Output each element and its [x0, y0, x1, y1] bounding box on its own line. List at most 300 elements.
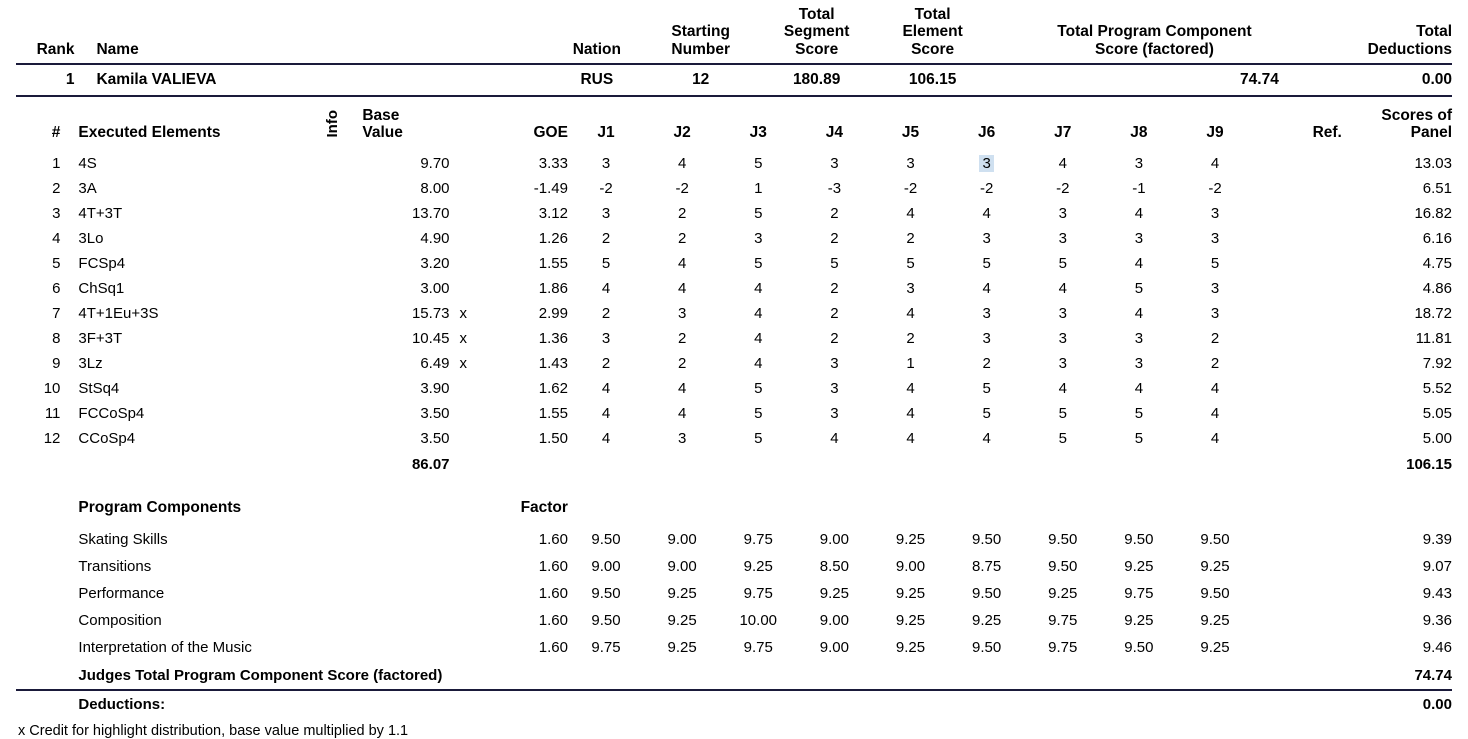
- element-judge-score: 3: [1210, 204, 1220, 222]
- element-ref: [1253, 276, 1342, 301]
- element-judge-score: -2: [599, 179, 613, 197]
- component-name: Performance: [78, 584, 165, 602]
- element-name: 3Lz: [78, 354, 103, 372]
- element-judge-score: 3: [982, 329, 991, 347]
- element-info: [310, 351, 354, 376]
- element-judge-score: 5: [754, 379, 763, 397]
- element-judge-score: 3: [1058, 204, 1067, 222]
- element-goe: 2.99: [538, 304, 568, 322]
- program-component-row: [16, 607, 1452, 634]
- element-goe: 1.86: [538, 279, 568, 297]
- element-goe: 1.43: [538, 354, 568, 372]
- element-judge-score: 3: [906, 279, 915, 297]
- element-judge-score: 4: [1210, 404, 1220, 422]
- element-number: 9: [52, 354, 61, 372]
- component-judge-score: 9.00: [819, 530, 849, 548]
- footnote-x-credit: x Credit for highlight distribution, base value multiplied by 1.1: [18, 722, 409, 739]
- element-judge-score: 3: [677, 429, 687, 447]
- element-info: [310, 376, 354, 401]
- element-x-credit: [450, 226, 477, 251]
- component-judge-score: 8.75: [972, 557, 1002, 575]
- header-base-value: Base Value: [362, 107, 403, 142]
- header-rank: Rank: [36, 40, 75, 58]
- header-judge-j3: J3: [749, 124, 767, 142]
- header-judge-j1: J1: [597, 124, 615, 142]
- component-spacer4: [450, 553, 477, 580]
- element-judge-score: 2: [830, 329, 839, 347]
- element-judge-score: 4: [1210, 429, 1220, 447]
- component-factor: 1.60: [538, 584, 568, 602]
- header-judge-j5: J5: [901, 124, 920, 142]
- element-judge-score: 5: [601, 254, 611, 272]
- component-name: Composition: [78, 611, 162, 629]
- program-component-row: [16, 553, 1452, 580]
- element-info: [310, 326, 354, 351]
- header-judge-j9: J9: [1206, 124, 1224, 142]
- element-judge-score: 4: [982, 204, 991, 222]
- element-number: 4: [52, 229, 61, 247]
- element-number: 7: [52, 304, 61, 322]
- element-judge-score: 4: [754, 329, 763, 347]
- element-judge-score: 5: [1058, 254, 1067, 272]
- element-info: [310, 226, 354, 251]
- base-value-total: 86.07: [411, 455, 450, 473]
- element-judge-score: 4: [906, 404, 915, 422]
- header-starting-number: Starting Number: [671, 23, 730, 58]
- element-judge-score: 3: [1134, 229, 1144, 247]
- element-judge-score: 4: [906, 429, 915, 447]
- element-judge-score: 4: [677, 404, 687, 422]
- component-judge-score: 9.75: [743, 638, 773, 656]
- element-x-credit: [450, 426, 477, 451]
- element-judge-score: 3: [754, 229, 763, 247]
- element-score-of-panel: 4.75: [1422, 254, 1452, 272]
- element-judge-score: 2: [1210, 354, 1220, 372]
- element-judge-score: 4: [1210, 379, 1220, 397]
- component-judge-score: 9.75: [743, 530, 773, 548]
- element-name: FCSp4: [78, 254, 126, 272]
- element-judge-score: 3: [830, 379, 839, 397]
- element-judge-score: 5: [1058, 404, 1067, 422]
- element-judge-score: -2: [1056, 179, 1070, 197]
- element-judge-score: 4: [754, 304, 763, 322]
- factor-label: Factor: [520, 498, 568, 516]
- element-judge-score: 3: [1058, 304, 1067, 322]
- component-judge-score: 9.50: [1048, 557, 1078, 575]
- element-x-credit: [450, 376, 477, 401]
- component-judge-score: 9.25: [667, 638, 697, 656]
- program-component-row: [16, 580, 1452, 607]
- element-ref: [1253, 226, 1342, 251]
- header-judge-j8: J8: [1130, 124, 1148, 142]
- component-factor: 1.60: [538, 611, 568, 629]
- element-judge-score: 3: [830, 404, 839, 422]
- element-info: [310, 176, 354, 201]
- element-judge-score: 1: [906, 354, 915, 372]
- element-score-of-panel: 6.51: [1422, 179, 1452, 197]
- pcs-total-value: 74.74: [1414, 666, 1452, 684]
- component-factor: 1.60: [538, 638, 568, 656]
- element-judge-score: 4: [982, 279, 991, 297]
- header-total-segment-score: Total Segment Score: [783, 6, 850, 58]
- element-row: [16, 201, 1452, 226]
- element-base-value: 4.90: [420, 229, 450, 247]
- element-name: 4T+1Eu+3S: [78, 304, 159, 322]
- element-judge-score: 5: [754, 404, 763, 422]
- component-spacer: [16, 553, 60, 580]
- header-ref: Ref.: [1312, 124, 1342, 142]
- element-ref: [1253, 426, 1342, 451]
- component-score-of-panel: 9.43: [1422, 584, 1452, 602]
- element-judge-score: 2: [677, 354, 687, 372]
- element-judge-score: 4: [601, 404, 611, 422]
- element-base-value: 6.49: [420, 354, 450, 372]
- component-judge-score: 9.50: [972, 530, 1002, 548]
- element-x-credit: x: [459, 329, 467, 347]
- element-x-credit: [450, 201, 477, 226]
- skater-total-element-score: 106.15: [877, 64, 988, 96]
- element-base-value: 3.50: [420, 404, 450, 422]
- element-judge-score: 5: [906, 254, 915, 272]
- element-judge-score: 4: [1210, 154, 1220, 172]
- element-ref: [1253, 176, 1342, 201]
- element-judge-score: 4: [1134, 204, 1144, 222]
- component-judge-score: 9.25: [1200, 557, 1230, 575]
- element-number: 8: [52, 329, 61, 347]
- header-name: Name: [96, 40, 139, 58]
- component-judge-score: 9.50: [1200, 584, 1230, 602]
- program-component-row: [16, 526, 1452, 553]
- element-judge-score: 3: [1058, 229, 1067, 247]
- component-judge-score: 9.25: [1124, 557, 1154, 575]
- component-spacer2: [310, 607, 354, 634]
- element-judge-score: 2: [982, 354, 991, 372]
- component-factor: 1.60: [538, 530, 568, 548]
- element-judge-score: 3: [1058, 329, 1067, 347]
- component-judge-score: 9.75: [591, 638, 621, 656]
- component-spacer: [16, 526, 60, 553]
- element-row: [16, 426, 1452, 451]
- skater-summary-table: [16, 6, 1452, 97]
- component-judge-score: 9.25: [667, 584, 697, 602]
- element-judge-score: 5: [982, 254, 991, 272]
- component-factor: 1.60: [538, 557, 568, 575]
- component-score-of-panel: 9.46: [1422, 638, 1452, 656]
- element-judge-score: 3: [1134, 154, 1144, 172]
- component-judge-score: 9.50: [972, 584, 1002, 602]
- element-number: 3: [52, 204, 61, 222]
- element-judge-score: 5: [1134, 429, 1144, 447]
- summary-header-row: [16, 6, 1452, 64]
- element-judge-score: 4: [677, 379, 687, 397]
- element-judge-score: 3: [906, 154, 915, 172]
- element-judge-score: 2: [601, 354, 611, 372]
- element-judge-score: 5: [1210, 254, 1220, 272]
- element-goe: 3.33: [538, 154, 568, 172]
- component-spacer3: [354, 526, 449, 553]
- element-row: [16, 376, 1452, 401]
- component-spacer: [16, 607, 60, 634]
- component-judge-score: 9.25: [895, 530, 926, 548]
- component-judge-score: 9.50: [1124, 638, 1154, 656]
- header-judge-j7: J7: [1054, 124, 1072, 142]
- element-judge-score: -2: [1208, 179, 1222, 197]
- element-judge-score: 3: [1210, 229, 1220, 247]
- element-judge-score: -2: [903, 179, 918, 197]
- element-judge-score: 3: [982, 304, 991, 322]
- element-ref: [1253, 376, 1342, 401]
- element-x-credit: [450, 151, 477, 176]
- element-judge-score: 5: [982, 379, 991, 397]
- pcs-total-label: Judges Total Program Component Score (factored): [78, 666, 443, 684]
- element-row: [16, 276, 1452, 301]
- element-score-of-panel: 5.52: [1422, 379, 1452, 397]
- element-judge-score: 4: [601, 429, 611, 447]
- element-name: 3F+3T: [78, 329, 123, 347]
- element-judge-score: 2: [601, 304, 611, 322]
- element-judge-score: -1: [1132, 179, 1146, 197]
- element-info: [310, 426, 354, 451]
- element-judge-score: 3: [677, 304, 687, 322]
- deductions-value: 0.00: [1342, 690, 1452, 718]
- element-score-of-panel: 6.16: [1422, 229, 1452, 247]
- component-judge-score: 10.00: [739, 611, 778, 629]
- element-number: 2: [52, 179, 61, 197]
- element-x-credit: [450, 401, 477, 426]
- element-judge-score: 2: [906, 329, 915, 347]
- element-judge-score: 5: [754, 254, 763, 272]
- component-judge-score: 9.50: [1200, 530, 1230, 548]
- element-name: CCoSp4: [78, 429, 136, 447]
- element-judge-score: 2: [906, 229, 915, 247]
- skater-rank: 1: [16, 64, 74, 96]
- element-number: 12: [43, 429, 61, 447]
- component-spacer3: [354, 634, 449, 661]
- header-judge-j6: J6: [978, 124, 996, 142]
- skater-total-segment-score: 180.89: [756, 64, 877, 96]
- header-total-program-component-score: Total Program Component Score (factored): [1057, 23, 1252, 58]
- element-row: [16, 326, 1452, 351]
- component-judge-score: 9.00: [819, 611, 849, 629]
- header-info: Info: [323, 109, 341, 138]
- skater-total-pcs: 74.74: [988, 64, 1321, 96]
- component-judge-score: 9.75: [1124, 584, 1154, 602]
- element-row: [16, 401, 1452, 426]
- element-score-of-panel: 5.00: [1422, 429, 1452, 447]
- component-ref: [1253, 607, 1342, 634]
- component-judge-score: 9.25: [895, 638, 926, 656]
- element-judge-score: 2: [1210, 329, 1220, 347]
- header-scores-of-panel: Scores of Panel: [1381, 107, 1452, 142]
- program-components-title-row: [16, 479, 1452, 526]
- element-judge-score: 5: [982, 404, 991, 422]
- component-spacer: [16, 580, 60, 607]
- element-base-value: 3.20: [420, 254, 450, 272]
- component-judge-score: 9.50: [591, 530, 621, 548]
- element-judge-score: 1: [754, 179, 763, 197]
- element-x-credit: x: [459, 304, 467, 322]
- header-executed-elements: Executed Elements: [78, 124, 221, 142]
- element-judge-score: 2: [830, 279, 839, 297]
- element-judge-score: 4: [1134, 304, 1144, 322]
- element-name: StSq4: [78, 379, 120, 397]
- component-judge-score: 9.50: [1048, 530, 1078, 548]
- skater-name: Kamila VALIEVA: [74, 64, 548, 96]
- element-ref: [1253, 351, 1342, 376]
- element-judge-score: 3: [1210, 304, 1220, 322]
- element-name: FCCoSp4: [78, 404, 145, 422]
- element-base-value: 8.00: [420, 179, 450, 197]
- element-base-value: 3.50: [420, 429, 450, 447]
- element-judge-score: 4: [982, 429, 991, 447]
- header-total-deductions: Total Deductions: [1367, 23, 1452, 58]
- component-judge-score: 9.75: [1048, 611, 1078, 629]
- element-row: [16, 226, 1452, 251]
- component-spacer2: [310, 553, 354, 580]
- element-score-of-panel: 5.05: [1422, 404, 1452, 422]
- component-judge-score: 9.00: [591, 557, 621, 575]
- element-name: 4S: [78, 154, 97, 172]
- element-goe: 1.62: [538, 379, 568, 397]
- skater-starting-number: 12: [645, 64, 756, 96]
- element-judge-score: -2: [979, 179, 994, 197]
- element-judge-score: 4: [677, 254, 687, 272]
- component-judge-score: 9.25: [667, 611, 697, 629]
- element-row: [16, 301, 1452, 326]
- element-judge-score: 2: [677, 229, 687, 247]
- element-goe: -1.49: [533, 179, 568, 197]
- element-goe: 3.12: [538, 204, 568, 222]
- element-judge-score: 4: [1134, 379, 1144, 397]
- component-spacer3: [354, 580, 449, 607]
- element-goe: 1.55: [538, 404, 568, 422]
- component-name: Transitions: [78, 557, 152, 575]
- element-x-credit: [450, 276, 477, 301]
- element-name: 3Lo: [78, 229, 104, 247]
- element-info: [310, 301, 354, 326]
- element-judge-score: 5: [754, 429, 763, 447]
- skater-total-deductions: 0.00: [1321, 64, 1452, 96]
- element-judge-score: 4: [677, 154, 687, 172]
- component-ref: [1253, 580, 1342, 607]
- component-judge-score: 9.25: [1048, 584, 1078, 602]
- element-ref: [1253, 301, 1342, 326]
- element-judge-score: 2: [830, 229, 839, 247]
- element-info: [310, 276, 354, 301]
- header-element-num: #: [51, 124, 61, 142]
- element-score-of-panel: 13.03: [1414, 154, 1452, 172]
- element-judge-score: 5: [754, 204, 763, 222]
- component-ref: [1253, 553, 1342, 580]
- element-name: 3A: [78, 179, 97, 197]
- deductions-label: Deductions:: [60, 690, 568, 718]
- element-judge-score: 3: [1058, 354, 1067, 372]
- element-judge-score: 4: [601, 379, 611, 397]
- component-score-of-panel: 9.39: [1422, 530, 1452, 548]
- elements-totals-row: [16, 451, 1452, 479]
- element-judge-score: 3: [1134, 329, 1144, 347]
- header-nation: Nation: [572, 40, 621, 58]
- component-spacer3: [354, 553, 449, 580]
- element-ref: [1253, 151, 1342, 176]
- element-goe: 1.36: [538, 329, 568, 347]
- element-name: 4T+3T: [78, 204, 123, 222]
- deductions-row: [16, 690, 1452, 718]
- component-spacer2: [310, 580, 354, 607]
- component-spacer4: [450, 634, 477, 661]
- element-score-of-panel: 18.72: [1414, 304, 1452, 322]
- component-spacer4: [450, 580, 477, 607]
- component-judge-score: 9.75: [1048, 638, 1078, 656]
- component-judge-score: 9.00: [667, 557, 697, 575]
- element-judge-score: 3: [601, 204, 611, 222]
- element-row: [16, 151, 1452, 176]
- component-judge-score: 9.50: [1124, 530, 1154, 548]
- program-components-body: [16, 526, 1452, 661]
- element-info: [310, 201, 354, 226]
- element-base-value: 9.70: [420, 154, 450, 172]
- program-components-title: Program Components: [78, 498, 242, 516]
- element-judge-score: 2: [830, 204, 839, 222]
- element-judge-score: 3: [949, 151, 1025, 176]
- element-info: [310, 151, 354, 176]
- element-judge-score: 2: [601, 229, 611, 247]
- element-judge-score: 5: [830, 254, 839, 272]
- component-score-of-panel: 9.36: [1422, 611, 1452, 629]
- component-judge-score: 9.50: [591, 611, 621, 629]
- element-judge-score: 5: [1058, 429, 1067, 447]
- component-judge-score: 9.25: [819, 584, 849, 602]
- component-judge-score: 9.25: [972, 611, 1002, 629]
- element-score-total: 106.15: [1406, 455, 1452, 473]
- element-score-of-panel: 16.82: [1414, 204, 1452, 222]
- element-judge-score: 3: [1210, 279, 1220, 297]
- header-x-credit: [450, 97, 477, 151]
- element-goe: 1.26: [538, 229, 568, 247]
- element-judge-score: 5: [1134, 404, 1144, 422]
- component-judge-score: 9.25: [743, 557, 773, 575]
- component-spacer4: [450, 526, 477, 553]
- element-judge-score: 3: [830, 154, 839, 172]
- element-judge-score: 5: [754, 154, 763, 172]
- component-spacer3: [354, 607, 449, 634]
- element-judge-score: 4: [906, 379, 915, 397]
- element-info: [310, 401, 354, 426]
- component-judge-score: 9.25: [1200, 638, 1230, 656]
- element-info: [310, 251, 354, 276]
- component-score-of-panel: 9.07: [1422, 557, 1452, 575]
- component-spacer2: [310, 526, 354, 553]
- element-goe: 1.50: [538, 429, 568, 447]
- header-judge-j2: J2: [673, 124, 691, 142]
- element-x-credit: [450, 251, 477, 276]
- element-judge-score: -2: [675, 179, 689, 197]
- component-spacer4: [450, 607, 477, 634]
- element-judge-score: 3: [1134, 354, 1144, 372]
- component-judge-score: 9.50: [972, 638, 1002, 656]
- component-judge-score: 9.25: [1200, 611, 1230, 629]
- component-ref: [1253, 526, 1342, 553]
- element-score-of-panel: 7.92: [1422, 354, 1452, 372]
- element-judge-score: 4: [906, 304, 915, 322]
- element-base-value: 3.90: [420, 379, 450, 397]
- element-judge-score: 2: [677, 204, 687, 222]
- element-x-credit: [450, 176, 477, 201]
- component-judge-score: 9.25: [895, 611, 926, 629]
- element-score-of-panel: 4.86: [1422, 279, 1452, 297]
- element-row: [16, 176, 1452, 201]
- component-spacer2: [310, 634, 354, 661]
